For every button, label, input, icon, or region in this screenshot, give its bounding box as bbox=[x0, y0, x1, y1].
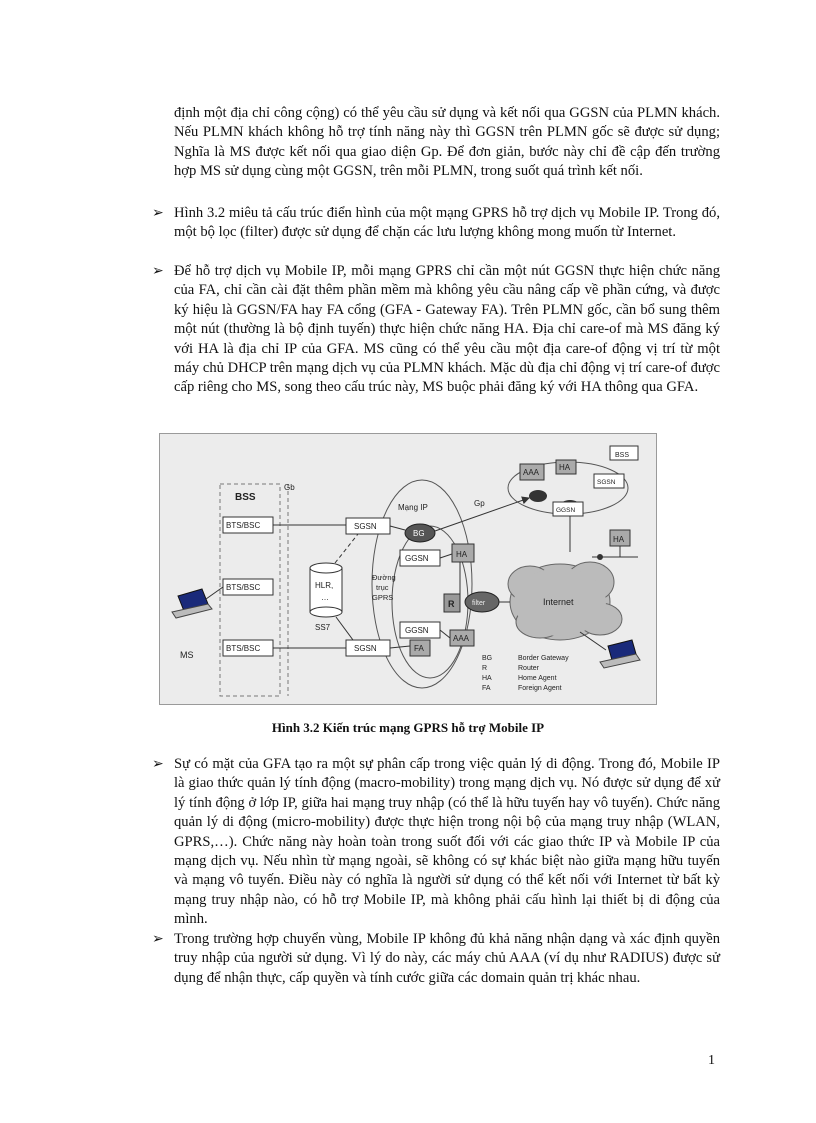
laptop-right-icon bbox=[600, 640, 640, 668]
filter-label: filter bbox=[472, 600, 486, 607]
legend-abbr-fa: FA bbox=[482, 685, 491, 692]
backbone-label-1: Đường bbox=[372, 573, 396, 582]
hlr-dots-label: … bbox=[321, 593, 329, 602]
sgsn-bottom-label: SGSN bbox=[354, 644, 377, 653]
ha-right-label: HA bbox=[613, 535, 625, 544]
figure-caption: Hình 3.2 Kiến trúc mạng GPRS hỗ trợ Mobile IP bbox=[271, 720, 545, 735]
ms-label: MS bbox=[180, 650, 194, 660]
gb-label: Gb bbox=[284, 483, 295, 492]
diagram-legend bbox=[482, 655, 569, 692]
bullet-icon: ➢ bbox=[152, 757, 164, 772]
sgsn-top-label: SGSN bbox=[354, 522, 377, 531]
router-label: R bbox=[448, 599, 455, 609]
home-bg-node bbox=[529, 490, 547, 502]
paragraph-figure-description: Hình 3.2 miêu tả cấu trúc điển hình của một mạng GPRS hỗ trợ dịch vụ Mobile IP. Trong đó, một bộ lọc (filter) được sử dụng để chặn các lưu lượng không mong muốn từ Internet. bbox=[174, 205, 720, 241]
bss-small-label: BSS bbox=[615, 452, 630, 459]
bullet-icon: ➢ bbox=[152, 264, 164, 279]
legend-full-fa: Foreign Agent bbox=[518, 685, 562, 692]
legend-full-bg: Border Gateway bbox=[518, 655, 569, 662]
bss-label: BSS bbox=[235, 492, 256, 503]
ha-top-label: HA bbox=[559, 463, 571, 472]
legend-abbr-ha: HA bbox=[482, 675, 492, 682]
aaa-lower-label: AAA bbox=[453, 634, 470, 643]
ggsn-top-label: GGSN bbox=[405, 554, 429, 563]
gp-label: Gp bbox=[474, 499, 485, 508]
backbone-label-2: trục bbox=[376, 583, 389, 592]
paragraph-gfa: Để hỗ trợ dịch vụ Mobile IP, mỗi mạng GPRS chỉ cần một nút GGSN thực hiện chức năng của FA, chỉ cần cài đặt thêm phần mềm mà không yêu cầu nâng cấp về phần cứng, và được ký hiệu là GGSN/FA hay FA cổng (GFA - Gateway FA). Trên PLMN gốc, cần bổ sung thêm một nút (thường là bộ định tuyến) thực hiện chức năng HA. Địa chỉ care-of mà MS đăng ký với HA là địa chỉ IP của GFA. MS cũng có thể yêu cầu một địa care-of động vị trí từ một máy chủ DHCP trên mạng dịch vụ của PLMN khách. Mặc dù địa chỉ động vị trí care-of được cấp riêng cho MS, song theo cấu trúc này, MS buộc phải đăng ký với HA thông qua GFA. bbox=[174, 263, 720, 396]
ha-label: HA bbox=[456, 550, 468, 559]
internet-label: Internet bbox=[543, 597, 574, 607]
ss7-label: SS7 bbox=[315, 623, 331, 632]
legend-abbr-bg: BG bbox=[482, 655, 493, 662]
ip-network-label: Mạng IP bbox=[398, 503, 428, 512]
bullet-icon: ➢ bbox=[152, 932, 164, 947]
hlr-label: HLR, bbox=[315, 581, 334, 590]
paragraph-roaming-aaa: Trong trường hợp chuyển vùng, Mobile IP không đủ khả năng nhận dạng và xác định quyền truy nhập của người sử dụng. Vì lý do này, các máy chủ AAA (ví dụ như RADIUS) được sử dụng để nhận thực, cấp quyền và tính cước giữa các domain quản trị khác nhau. bbox=[174, 931, 720, 986]
legend-abbr-r: R bbox=[482, 665, 488, 672]
paragraph-mobility-hierarchy: Sự có mặt của GFA tạo ra một sự phân cấp trong việc quản lý di động. Trong đó, Mobile IP là giao thức quản lý tính động (macro-mobility) trong mạng dịch vụ. Nó được sử dụng để xử lý tính động ở lớp IP, giữa hai mạng truy nhập (có thể là hữu tuyến hay vô tuyến). Chức năng quản lý di động (micro-mobility) được thực hiện trong nội bộ của mạng truy nhập (WLAN, GPRS,…). Chức năng này hoàn toàn trong suốt đối với các giao thức IP và Mobile IP của mạng dịch vụ. Nếu nhìn từ mạng ngoài, sẽ không có sự khác biệt nào giữa mạng hữu tuyến và mạng vô tuyến. Điều này có nghĩa là người sử dụng có thể kết nối với Internet từ bất kỳ mạng truy nhập nào, có hỗ trợ Mobile IP, mà không phải cấu hình lại thiết bị di động của mình. bbox=[174, 756, 720, 928]
legend-full-r: Router bbox=[518, 665, 540, 672]
hlr-database-icon bbox=[310, 563, 342, 617]
fa-label: FA bbox=[414, 644, 424, 653]
bts-bsc-label-2: BTS/BSC bbox=[226, 583, 261, 592]
bg-label: BG bbox=[413, 529, 425, 538]
ggsn-home-label: GGSN bbox=[556, 507, 576, 514]
bts-bsc-label-1: BTS/BSC bbox=[226, 521, 261, 530]
sgsn-top-right-label: SGSN bbox=[597, 479, 616, 486]
ggsn-bottom-label: GGSN bbox=[405, 626, 429, 635]
legend-full-ha: Home Agent bbox=[518, 675, 557, 682]
backbone-label-3: GPRS bbox=[372, 593, 394, 602]
paragraph-intro: định một địa chỉ công cộng) có thể yêu cầu sử dụng và kết nối qua GGSN của PLMN khách. Nếu PLMN khách không hỗ trợ tính năng này thì GGSN trên PLMN gốc sẽ được sử dụng; Nghĩa là MS được kết nối qua giao diện Gp. Để đơn giản, bước này chỉ đề cập đến trường hợp MS sử dụng cùng một GGSN, trên mỗi PLMN, trong suốt quá trình kết nối. bbox=[174, 105, 720, 180]
network-architecture-diagram bbox=[159, 433, 657, 705]
laptop-icon bbox=[172, 589, 212, 618]
bts-bsc-label-3: BTS/BSC bbox=[226, 644, 261, 653]
bullet-icon: ➢ bbox=[152, 206, 164, 221]
page-number: 1 bbox=[708, 1053, 715, 1068]
aaa-top-label: AAA bbox=[523, 468, 540, 477]
